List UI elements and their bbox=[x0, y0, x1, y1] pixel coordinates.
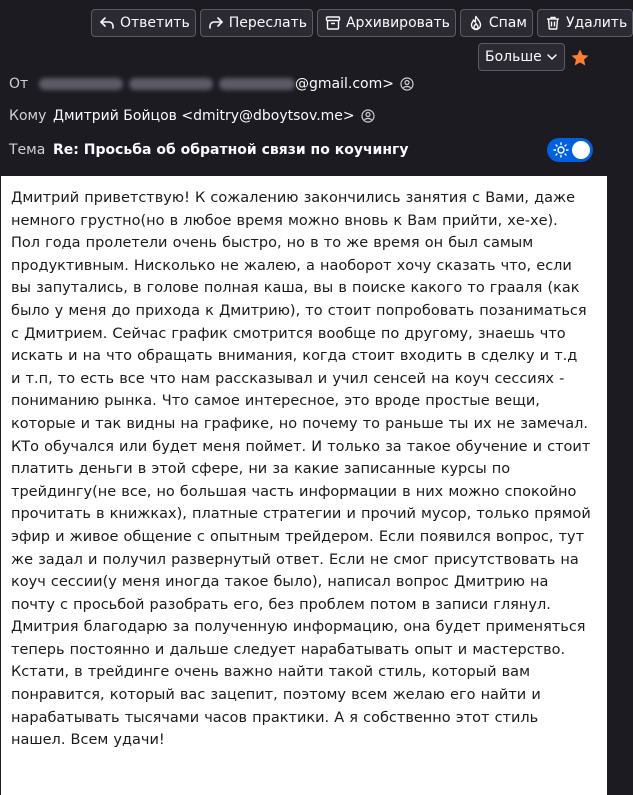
reply-button[interactable] bbox=[91, 9, 196, 37]
to-row bbox=[9, 108, 375, 124]
chevron-down-icon bbox=[546, 51, 558, 63]
forward-label: Переслать bbox=[228, 15, 307, 31]
sun-icon bbox=[553, 142, 569, 158]
message-header bbox=[0, 0, 628, 176]
subject-row bbox=[9, 142, 408, 158]
forward-button[interactable] bbox=[200, 9, 313, 37]
archive-label: Архивировать bbox=[345, 15, 450, 31]
flame-icon bbox=[467, 14, 485, 32]
subject-value: Re: Просьба об обратной связи по коучингу bbox=[53, 142, 409, 158]
message-text: Дмитрий приветствую! К сожалению закончились занятия с Вами, даже немного грустно(но в любое время можно вновь к Вам прийти, хе-хе). Пол года пролетели очень быстро, но в то же время он был самым продуктивным. Нисколько не жалею, а наоборот хочу сказать что, если вы запутались, в голове полная каша, вы в поиске какого то грааля (как было у меня до прихода к Дмитрию), то стоит попробовать позаниматься с Дмитрием. Сейчас график смотрится вообще по другому, знаешь что искать и на что обращать внимания, когда стоит входить в сделку и т.д и т.п, то есть все что нам рассказывал и учил сенсей на коуч сессиях - пониманию рынка. Что самое интересное, это вроде простые вещи, которые и так видны на графике, но почему то раньше ты их не замечал. КТо обучался или будет меня поймет. И только за такое обучение и стоит платить деньги в этой сфере, ни за какие записанные курсы по трейдингу(не все, но большая часть информации в них можно спокойно прочитать в книжках), платные стратегии и прочий мусор, только прямой эфир и живое общение с опытным трейдером. Если появился вопрос, тут же задал и получил развернутый ответ. Если не смог присутствовать на коуч сессии(у меня иногда такое было), написал вопрос Дмитрию на почту с просьбой разобрать его, без проблем потом в записи глянул. Дмитрия благодарю за полученную информацию, она будет применяться теперь постоянно и дальше следует нарабатывать опыт и мастерство. Кстати, в трейдинге очень важно найти такой стиль, который вам понравится, который вас зацепит, поэтому всем желаю его найти и нарабатывать тысячами часов практики. А я собственно этот стиль нашел. Всем удачи! bbox=[11, 190, 591, 749]
dark-mode-toggle[interactable] bbox=[547, 138, 593, 162]
trash-icon bbox=[544, 14, 562, 32]
message-body bbox=[1, 176, 607, 795]
spam-label: Спам bbox=[488, 15, 527, 31]
delete-label: Удалить bbox=[565, 15, 628, 31]
more-label: Больше bbox=[485, 49, 542, 65]
from-row bbox=[9, 76, 414, 92]
from-label: От bbox=[9, 76, 29, 92]
contact-icon[interactable] bbox=[361, 109, 375, 123]
reply-icon bbox=[98, 14, 116, 32]
message-toolbar bbox=[91, 9, 633, 37]
to-value[interactable]: Дмитрий Бойцов <dmitry@dboytsov.me> bbox=[53, 108, 355, 124]
forward-icon bbox=[207, 14, 225, 32]
archive-button[interactable] bbox=[317, 9, 456, 37]
more-dropdown[interactable] bbox=[478, 43, 565, 71]
spam-button[interactable] bbox=[460, 9, 533, 37]
archive-icon bbox=[324, 14, 342, 32]
to-label: Кому bbox=[9, 108, 47, 124]
toggle-knob bbox=[572, 141, 590, 159]
subject-label: Тема bbox=[9, 142, 46, 158]
redacted-sender-name bbox=[39, 78, 295, 90]
contact-icon[interactable] bbox=[400, 77, 414, 91]
from-value[interactable]: @gmail.com> bbox=[295, 76, 394, 92]
star-icon[interactable] bbox=[570, 48, 590, 68]
delete-button[interactable] bbox=[537, 9, 633, 37]
reply-label: Ответить bbox=[120, 15, 190, 31]
